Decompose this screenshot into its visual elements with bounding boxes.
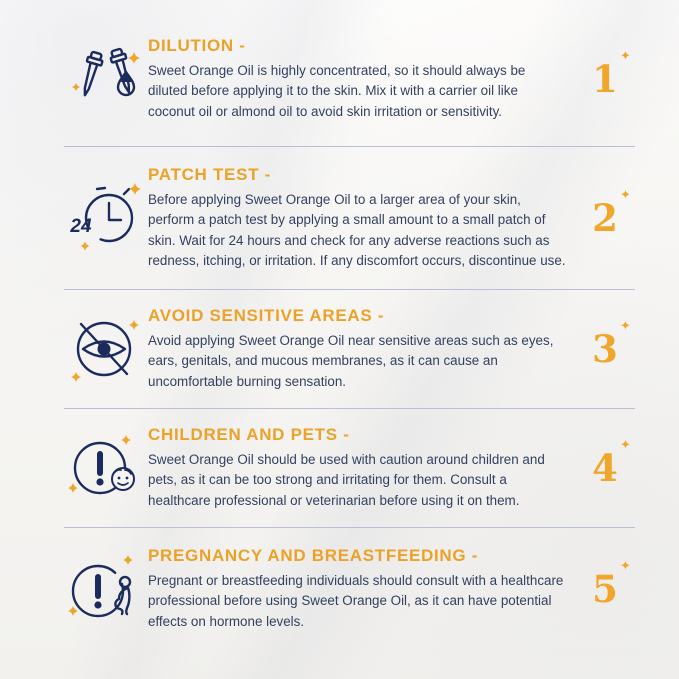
sparkle-icon: ✦ xyxy=(619,48,631,64)
section-title: AVOID SENSITIVE AREAS - xyxy=(148,305,385,325)
sparkle-icon: ✦ xyxy=(619,558,631,574)
section-body: Pregnant or breastfeeding individuals should consult with a healthcare professional before using Sweet Orange Oil, as it can have potential effects on hormone levels. xyxy=(148,572,564,629)
caution-pregnancy-icon xyxy=(64,547,148,631)
section-title: PATCH TEST - xyxy=(148,164,271,184)
sparkle-icon: ✦ xyxy=(619,318,631,334)
section-number: 2 ✦ xyxy=(592,187,631,240)
section-body: Sweet Orange Oil is highly concentrated, so it should always be diluted before applying it to the skin. Mix it with a carrier oil like coconut oil or almond oil to avoid skin irritation or sensitivity. xyxy=(148,62,526,119)
dropper-dilution-icon xyxy=(64,37,148,121)
section-number: 3 ✦ xyxy=(592,318,631,371)
sparkle-icon: ✦ xyxy=(619,187,631,203)
section-body: Sweet Orange Oil should be used with caution around children and pets, as it can be too strong and irritating for them. Consult a healthcare professional or veterinarian before using it on them. xyxy=(148,451,545,508)
section-dilution xyxy=(64,0,635,147)
section-title: CHILDREN AND PETS - xyxy=(148,424,350,444)
section-number: 1 ✦ xyxy=(592,48,631,101)
section-pregnancy-and-breastfeeding xyxy=(64,528,635,678)
section-body: Before applying Sweet Orange Oil to a larger area of your skin, perform a patch test by applying a small amount to a small patch of skin. Wait for 24 hours and check for any adverse reactions such as redness, itching, or irritation. If any discomfort occurs, discontinue use. xyxy=(148,191,566,268)
no-eye-icon xyxy=(64,307,148,391)
section-body: Avoid applying Sweet Orange Oil near sensitive areas such as eyes, ears, genitals, and mucous membranes, as it can cause an uncomfortable burning sensation. xyxy=(148,332,554,389)
section-number: 4 ✦ xyxy=(592,437,631,490)
section-number: 5 ✦ xyxy=(592,558,631,611)
section-title: DILUTION - xyxy=(148,35,246,55)
24-hour-clock-icon xyxy=(64,176,148,260)
section-patch-test xyxy=(64,147,635,290)
section-children-and-pets xyxy=(64,409,635,528)
caution-child-icon xyxy=(64,426,148,510)
section-title: PREGNANCY AND BREASTFEEDING - xyxy=(148,545,479,565)
sparkle-icon: ✦ xyxy=(619,437,631,453)
section-avoid-sensitive-areas xyxy=(64,290,635,409)
svg-text:24: 24 xyxy=(70,216,92,237)
